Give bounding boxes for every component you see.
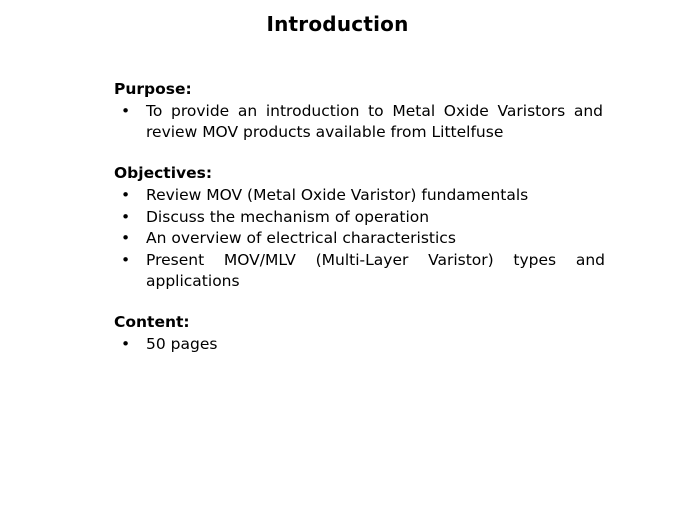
bullet-icon: • (121, 251, 131, 270)
bullet-list-content (114, 334, 605, 355)
list-item (114, 101, 605, 142)
section-heading-objectives: Objectives: (114, 164, 213, 183)
section-objectives (114, 164, 605, 291)
list-item-text: Review MOV (Metal Oxide Varistor) fundamentals (146, 186, 529, 205)
list-item (114, 250, 605, 291)
list-item-text: An overview of electrical characteristics (146, 229, 456, 248)
list-item-text: Discuss the mechanism of operation (146, 207, 430, 226)
bullet-list-objectives (114, 185, 605, 291)
bullet-icon: • (121, 102, 131, 120)
bullet-icon: • (121, 335, 131, 354)
list-item (114, 228, 605, 249)
section-purpose (114, 80, 605, 142)
page-title: Introduction (266, 12, 409, 36)
bullet-icon: • (121, 207, 131, 226)
list-item-text: Present MOV/MLV (Multi-Layer Varistor) types and applications (146, 251, 605, 290)
bullet-icon: • (121, 186, 131, 205)
section-heading-content: Content: (114, 313, 190, 332)
slide-content (0, 80, 675, 355)
bullet-list-purpose (114, 101, 605, 142)
list-item (114, 334, 605, 355)
bullet-icon: • (121, 229, 131, 248)
list-item (114, 185, 605, 206)
list-item (114, 207, 605, 228)
section-content (114, 313, 605, 355)
section-heading-purpose: Purpose: (114, 80, 192, 98)
slide (0, 12, 675, 518)
list-item-text: 50 pages (146, 335, 218, 354)
list-item-text: To provide an introduction to Metal Oxide Varistors and review MOV products available from Littelfuse (146, 102, 603, 141)
